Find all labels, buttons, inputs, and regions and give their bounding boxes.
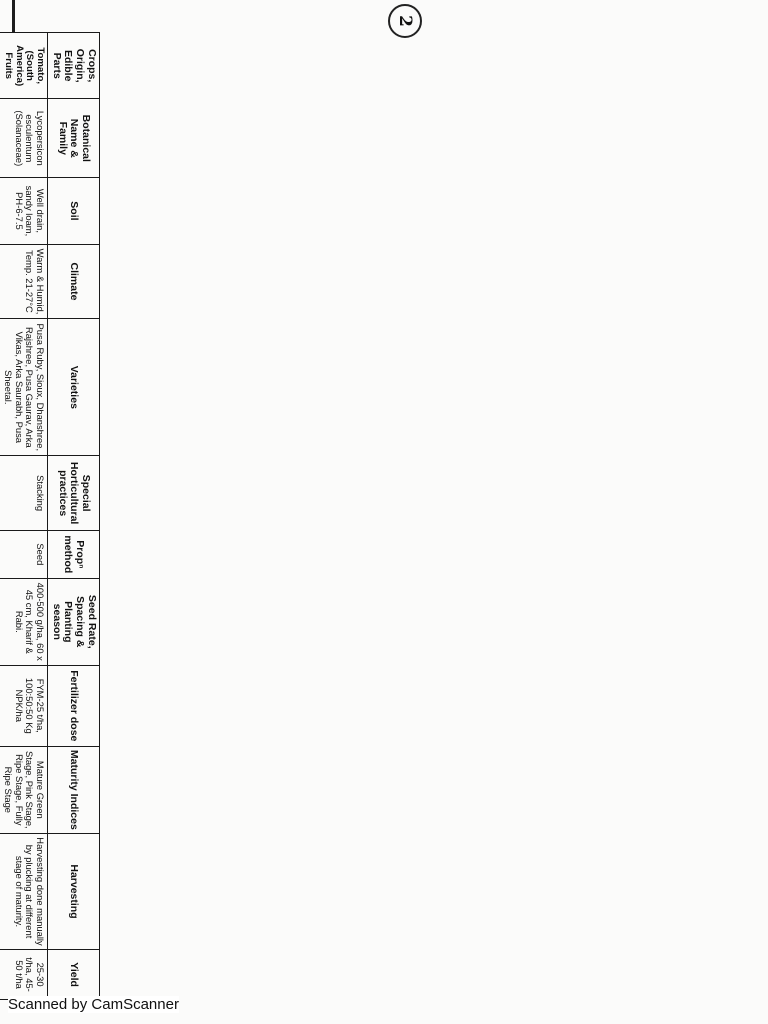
column-header: Varieties xyxy=(48,319,100,456)
scanner-footer: Scanned by CamScanner xyxy=(8,996,179,1013)
table-cell: Harvesting done manually by plucking at different stage of maturity. xyxy=(0,833,48,949)
table-cell: Seed xyxy=(0,530,48,578)
column-header: Special Horticultural practices xyxy=(48,456,100,531)
column-header: Botanical Name & Family xyxy=(48,99,100,178)
column-header: Climate xyxy=(48,244,100,319)
page-number: 2 xyxy=(388,4,422,38)
crop-cell: Tomato, (South America) Fruits xyxy=(0,33,48,99)
vegetable-crops-table xyxy=(0,32,100,1000)
table-cell: Mature Green Stage, Pink Stage, Ripe Stage, Fully Ripe Stage xyxy=(0,746,48,833)
table-cell: Lycopersicon esculentum (Solanaceae) xyxy=(0,99,48,178)
table-cell: 25-30 t/ha, 45-50 t/ha xyxy=(0,950,48,1000)
table-row xyxy=(0,33,48,1000)
table-header-row xyxy=(48,33,100,1000)
column-header: Harvesting xyxy=(48,833,100,949)
column-header: Crops, Origin, Edible Parts xyxy=(48,33,100,99)
column-header: Seed Rate, Spacing & Planting season xyxy=(48,578,100,665)
table-cell: Stacking xyxy=(0,456,48,531)
table-body xyxy=(0,33,48,1000)
column-header: Maturity Indices xyxy=(48,746,100,833)
column-header: Propⁿ method xyxy=(48,530,100,578)
crop-table-rotated xyxy=(0,32,100,1000)
table-cell: FYM-25 t/ha, 100:50:50 Kg NPK/ha xyxy=(0,665,48,746)
table-cell: Warm & Humid, Temp. 21-27°C xyxy=(0,244,48,319)
column-header: Fertilizer dose xyxy=(48,665,100,746)
table-cell: 400-500 g/ha, 60 x 45 cm, Kharif & Rabi. xyxy=(0,578,48,665)
table-cell: Well drain, sandy loam, PH-6-7.5 xyxy=(0,178,48,244)
column-header: Yield xyxy=(48,950,100,1000)
column-header: Soil xyxy=(48,178,100,244)
table-cell: Pusa Ruby, Sioux, Dhanshree, Rajshree, Pusa Gaurav, Arka Vikas, Arka Saurabh, Pusa Sheetal. xyxy=(0,319,48,456)
